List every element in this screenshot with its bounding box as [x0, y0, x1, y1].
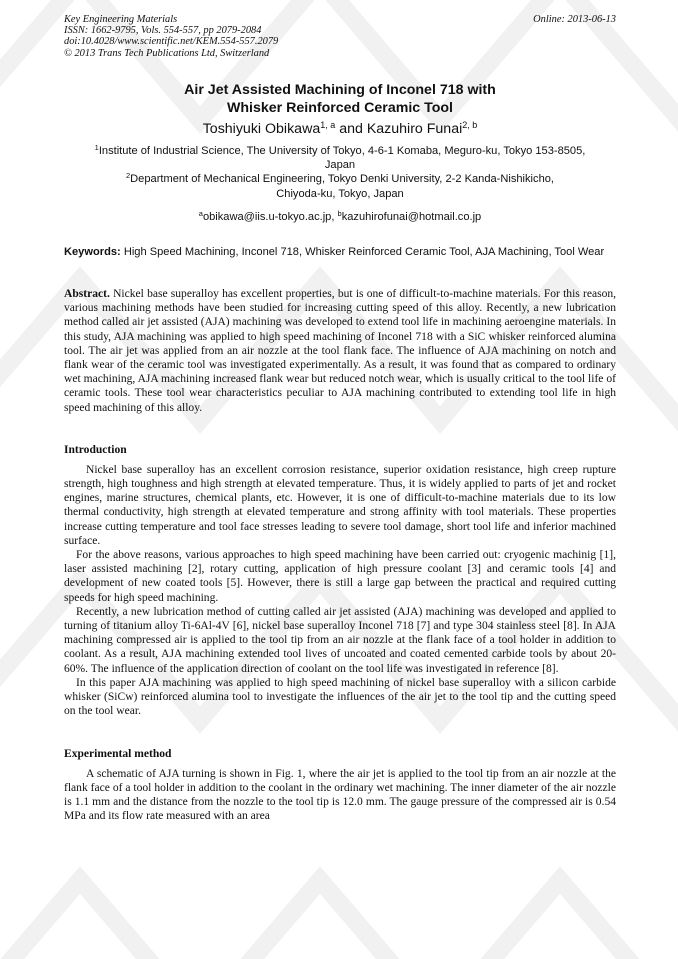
journal-name: Key Engineering Materials — [64, 14, 178, 25]
introduction-section — [64, 463, 616, 719]
abstract-label: Abstract. — [64, 288, 110, 301]
experimental-paragraph-1: A schematic of AJA turning is shown in Fig. 1, where the air jet is applied to the tool tip from an air nozzle at the flank face of a tool holder in addition to the coolant in the ordinary wet machining. The inner diameter of the air nozzle is 1.1 mm and the distance from the nozzle to the tool tip is 12.0 mm. The gauge pressure of the compressed air is 0.54 MPa and its flow rate measured with an area — [64, 767, 616, 823]
affiliation-2 — [64, 172, 616, 186]
abstract-text: Nickel base superalloy has excellent properties, but is one of difficult-to-machine materials. For this reason, various machining methods have been studied for increasing cutting speed of this alloy. Recently, a new lubrication method called air jet assisted (AJA) machining was developed to extend tool life in machining aeroengine materials. In this study, AJA machining was applied to high speed machining of Inconel 718 with a SiC whisker reinforced alumina tool. The air jet was applied from an air nozzle at the tool flank face. The influence of AJA machining on notch and flank wear of the ceramic tool was investigated experimentally. As a result, it was found that as compared to ordinary wet machining, AJA machining increased flank wear but reduced notch wear, which is usually critical to the tool life of ceramic tools. These tool wear characteristics peculiar to AJA machining contributed to extending tool life in high speed machining of this alloy. — [64, 288, 616, 414]
title-line-2: Whisker Reinforced Ceramic Tool — [226, 100, 453, 116]
online-date: Online: 2013-06-13 — [533, 14, 616, 25]
author-emails — [64, 210, 616, 224]
paper-title — [64, 81, 616, 117]
email-a-mark: a — [198, 208, 203, 218]
doi-link[interactable]: doi:10.4028/www.scientific.net/KEM.554-557.2079 — [64, 36, 279, 48]
author-conjunction: and — [339, 121, 363, 137]
author-list — [64, 120, 616, 138]
abstract — [64, 287, 616, 415]
keywords-text: High Speed Machining, Inconel 718, Whisker Reinforced Ceramic Tool, AJA Machining, Tool Wear — [123, 245, 605, 258]
affiliation-1-line-1: Institute of Industrial Science, The University of Tokyo, 4-6-1 Komaba, Meguro-ku, Tokyo 153-8505, — [98, 145, 586, 157]
affiliation-2-line-2: Chiyoda-ku, Tokyo, Japan — [276, 187, 404, 200]
experimental-section — [64, 767, 616, 824]
affiliation-2-line-1: Department of Mechanical Engineering, Tokyo Denki University, 2-2 Kanda-Nishikicho, — [130, 173, 554, 186]
affiliation-1 — [64, 144, 616, 158]
copyright-line: © 2013 Trans Tech Publications Ltd, Switzerland — [64, 47, 270, 59]
introduction-paragraph-1: Nickel base superalloy has an excellent corrosion resistance, superior oxidation resistance, high creep rupture strength, high toughness and high strength at elevated temperature. Thus, it is widely applied to parts of jet and rocket engines, marine structures, chemical plants, etc. However, it is one of difficult-to-machine materials due to its low thermal conductivity, high strength at elevated temperature and strong affinity with tool materials. These properties increase cutting temperature and tool face stresses leading to severe tool damage, short tool life and inferior machined surface. — [64, 463, 616, 547]
author-2: Kazuhiro Funai — [366, 121, 463, 137]
title-line-1: Air Jet Assisted Machining of Inconel 718 with — [184, 82, 496, 98]
author-1: Toshiyuki Obikawa — [202, 121, 321, 137]
affiliation-1-mark: 1 — [94, 143, 99, 152]
email-a[interactable]: obikawa@iis.u-tokyo.ac.jp, — [202, 210, 335, 223]
affiliation-2-mark: 2 — [126, 171, 131, 181]
experimental-heading: Experimental method — [64, 747, 172, 760]
author-2-affiliation-mark: 2, b — [462, 120, 478, 130]
introduction-heading: Introduction — [64, 443, 127, 456]
issn-line: ISSN: 1662-9795, Vols. 554-557, pp 2079-2084 — [64, 25, 262, 37]
email-b[interactable]: kazuhirofunai@hotmail.co.jp — [341, 210, 482, 223]
paper-content — [64, 14, 616, 823]
keywords — [64, 245, 616, 259]
email-b-mark: b — [337, 208, 342, 218]
affiliation-1-line-2: Japan — [324, 159, 356, 172]
introduction-paragraph-2: For the above reasons, various approaches to high speed machining have been carried out: cryogenic machinig [1], laser assisted machining [2], rotary cutting, application of high pressure coolant [3] and ceramic tools [4] and development of new coated tools [5]. However, there is still a large gap between the practical and required cutting speeds for high speed machining. — [64, 549, 616, 604]
publication-header — [64, 14, 616, 62]
keywords-label: Keywords: — [64, 245, 121, 258]
introduction-paragraph-4: In this paper AJA machining was applied to high speed machining of nickel base superalloy with a silicon carbide whisker (SiCw) reinforced alumina tool to investigate the influences of the air jet to the tool tip and the cutting speed on the tool wear. — [64, 676, 616, 718]
author-1-affiliation-mark: 1, a — [320, 120, 336, 130]
affiliations — [64, 144, 616, 201]
introduction-paragraph-3: Recently, a new lubrication method of cutting called air jet assisted (AJA) machining was developed and applied to turning of titanium alloy Ti-6Al-4V [6], nickel base superalloy Inconel 718 [7] and type 304 stainless steel [8]. In AJA machining compressed air is applied to the tool tip from an air nozzle at the flank face of a tool holder in addition to coolant. As a result, AJA machining extended tool lives of uncoated and coated cemented carbide tools by about 20-60%. The influence of the application direction of coolant on the tool life was investigated in reference [8]. — [64, 605, 616, 675]
